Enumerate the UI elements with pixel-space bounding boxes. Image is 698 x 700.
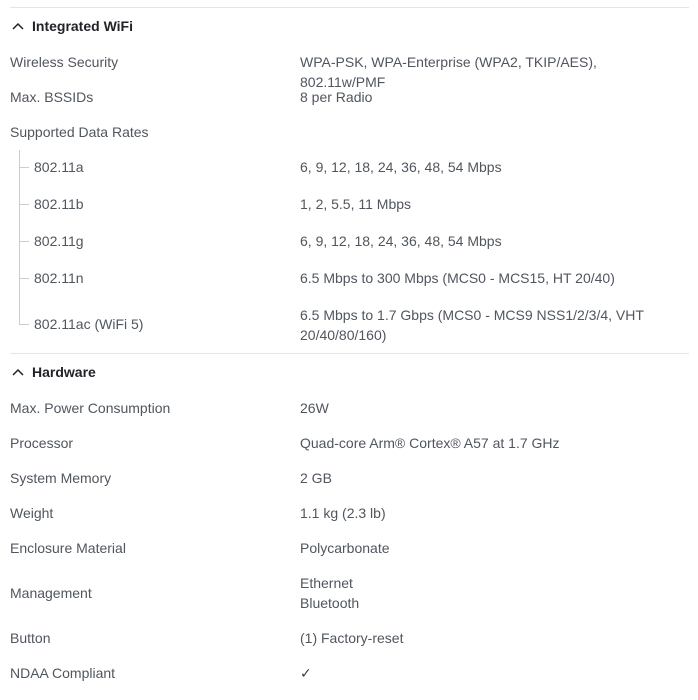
rate-value: 6, 9, 12, 18, 24, 36, 48, 54 Mbps [300, 233, 502, 249]
spec-label: Management [10, 585, 92, 601]
spec-label: Enclosure Material [10, 540, 126, 556]
spec-label: System Memory [10, 470, 112, 486]
chevron-up-icon [10, 18, 26, 34]
spec-value: (1) Factory-reset [300, 630, 404, 646]
spec-value: Quad-core Arm® Cortex® A57 at 1.7 GHz [300, 435, 560, 451]
rate-label: 802.11a [34, 159, 84, 175]
tree-connector [19, 150, 20, 324]
tree-branch [19, 324, 29, 325]
rate-value: 1, 2, 5.5, 11 Mbps [300, 196, 412, 212]
section-header-integrated-wifi[interactable] [10, 14, 133, 38]
rate-label: 802.11g [34, 233, 84, 249]
spec-value: 26W [300, 400, 329, 416]
spec-value: Bluetooth [300, 595, 360, 611]
section-title: Hardware [32, 364, 96, 380]
rate-value: 6.5 Mbps to 1.7 Gbps (MCS0 - MCS9 NSS1/2/3/4, VHT 20/40/80/160) [300, 307, 644, 343]
spec-value: 2 GB [300, 470, 332, 486]
section-divider [10, 7, 689, 8]
chevron-up-icon [10, 364, 26, 380]
rate-label: 802.11n [34, 270, 84, 286]
spec-value: WPA-PSK, WPA-Enterprise (WPA2, TKIP/AES), 802.11w/PMF [300, 54, 597, 90]
spec-value: 1.1 kg (2.3 lb) [300, 505, 386, 521]
spec-value: Ethernet [300, 575, 353, 591]
spec-label: Supported Data Rates [10, 124, 149, 140]
rate-label: 802.11b [34, 196, 84, 212]
spec-label: Weight [10, 505, 54, 521]
spec-label: NDAA Compliant [10, 665, 116, 681]
tree-branch [19, 204, 29, 205]
spec-label: Max. BSSIDs [10, 89, 94, 105]
spec-value: Polycarbonate [300, 540, 390, 556]
spec-label: Max. Power Consumption [10, 400, 171, 416]
spec-label: Button [10, 630, 51, 646]
section-title: Integrated WiFi [32, 18, 133, 34]
rate-value: 6.5 Mbps to 300 Mbps (MCS0 - MCS15, HT 20/40) [300, 270, 615, 286]
checkmark-icon: ✓ [300, 665, 312, 681]
section-header-hardware[interactable] [10, 360, 96, 384]
tree-branch [19, 241, 29, 242]
section-divider [10, 353, 689, 354]
spec-label: Wireless Security [10, 54, 119, 70]
spec-value: 8 per Radio [300, 89, 373, 105]
spec-label: Processor [10, 435, 74, 451]
rate-value: 6, 9, 12, 18, 24, 36, 48, 54 Mbps [300, 159, 502, 175]
rate-label: 802.11ac (WiFi 5) [34, 316, 144, 332]
tree-branch [19, 278, 29, 279]
tree-branch [19, 167, 29, 168]
